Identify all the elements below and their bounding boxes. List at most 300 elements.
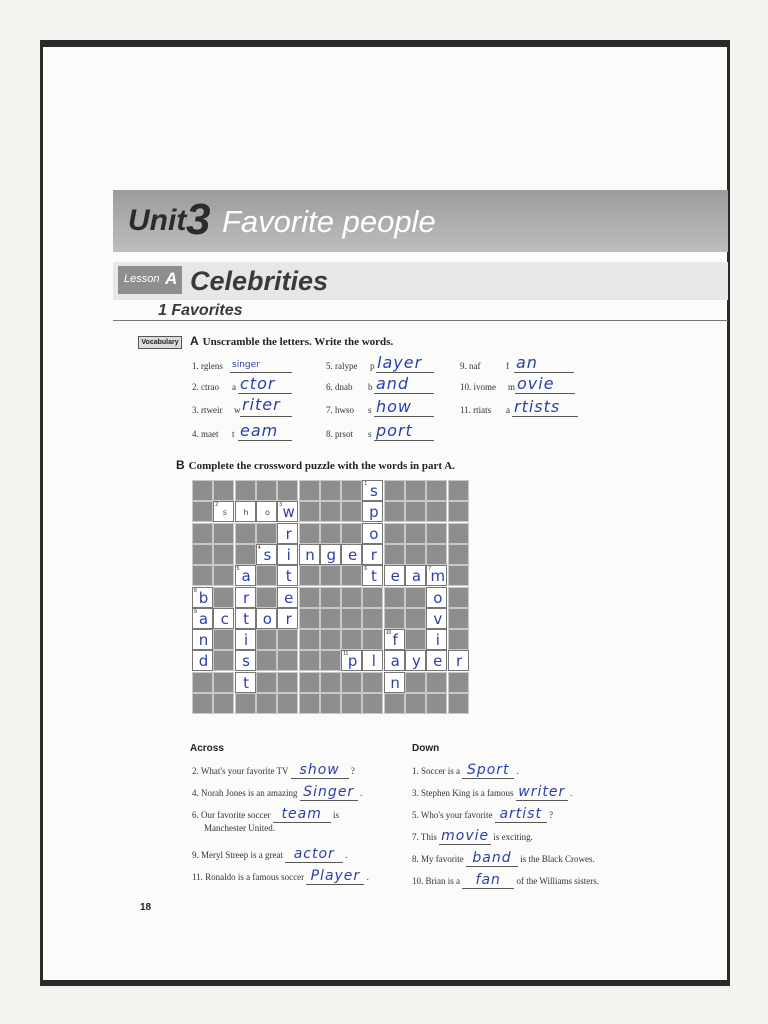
cell-letter: t bbox=[285, 567, 292, 586]
clue-answer-handwritten: artist bbox=[495, 806, 547, 823]
page-number: 18 bbox=[140, 902, 152, 913]
cell-letter: w bbox=[282, 503, 295, 522]
crossword-blank-cell bbox=[192, 544, 213, 565]
scan-edge-bottom bbox=[40, 980, 730, 986]
crossword-blank-cell bbox=[192, 565, 213, 586]
answer-handwritten: riter bbox=[242, 395, 281, 414]
answer-handwritten: and bbox=[376, 374, 410, 393]
crossword-blank-cell bbox=[448, 587, 469, 608]
answer-prefix: s bbox=[368, 405, 372, 415]
cell-letter: g bbox=[326, 545, 337, 564]
lesson-title: Celebrities bbox=[190, 266, 329, 296]
clue-answer-handwritten: writer bbox=[516, 784, 568, 801]
scrambled-word: 1. rglens bbox=[192, 361, 223, 371]
cell-letter: i bbox=[244, 631, 249, 650]
crossword-blank-cell bbox=[299, 629, 320, 650]
crossword-blank-cell bbox=[277, 693, 298, 714]
crossword-blank-cell bbox=[235, 480, 256, 501]
crossword-blank-cell bbox=[426, 693, 447, 714]
cell-letter: e bbox=[433, 652, 443, 671]
crossword-blank-cell bbox=[256, 629, 277, 650]
clue-text-after: . bbox=[567, 788, 573, 798]
crossword-blank-cell bbox=[448, 608, 469, 629]
lesson-letter: A bbox=[165, 269, 178, 288]
unscramble-item bbox=[326, 353, 423, 372]
cell-number: 9 bbox=[194, 608, 197, 615]
crossword-blank-cell bbox=[384, 544, 405, 565]
part-a-instruction bbox=[190, 334, 393, 348]
section-title: 1 Favorites bbox=[158, 302, 243, 319]
scrambled-word: 11. rtiats bbox=[460, 405, 492, 415]
cell-letter: r bbox=[285, 524, 292, 543]
clue-item bbox=[192, 868, 369, 885]
crossword-cell bbox=[235, 501, 256, 522]
cell-letter: n bbox=[390, 673, 400, 692]
clue-text: Norah Jones is an amazing bbox=[201, 788, 300, 798]
unscramble-item bbox=[192, 421, 279, 440]
clue-number: 4. bbox=[192, 788, 201, 798]
crossword-blank-cell bbox=[299, 672, 320, 693]
answer-line bbox=[374, 440, 434, 441]
scrambled-word: 8. prsot bbox=[326, 429, 353, 439]
crossword-cell bbox=[192, 587, 213, 608]
cell-number: 6 bbox=[364, 566, 368, 573]
answer-prefix: t bbox=[232, 429, 235, 439]
clue-number: 11. bbox=[192, 872, 206, 882]
crossword-blank-cell bbox=[213, 693, 234, 714]
cell-letter: m bbox=[430, 567, 446, 586]
crossword-blank-cell bbox=[256, 523, 277, 544]
lesson-label: Lesson bbox=[124, 273, 160, 285]
unit-number: 3 bbox=[186, 195, 211, 244]
clue-item bbox=[412, 872, 599, 889]
crossword-blank-cell bbox=[320, 650, 341, 671]
crossword-cell bbox=[213, 501, 234, 522]
cell-letter: r bbox=[456, 652, 463, 671]
cell-letter: r bbox=[285, 609, 292, 628]
clue-answer-handwritten: Player bbox=[306, 868, 364, 885]
clue-text: Ronaldo is a famous soccer bbox=[205, 872, 307, 882]
crossword-cell bbox=[256, 501, 277, 522]
crossword-blank-cell bbox=[277, 629, 298, 650]
scan-edge-top bbox=[40, 40, 730, 47]
crossword-blank-cell bbox=[426, 523, 447, 544]
crossword-blank-cell bbox=[235, 693, 256, 714]
crossword-blank-cell bbox=[341, 565, 362, 586]
clue-text: Our favorite soccer bbox=[201, 810, 273, 820]
cell-number: 1 bbox=[364, 481, 368, 487]
crossword-blank-cell bbox=[256, 480, 277, 501]
answer-handwritten: ctor bbox=[240, 374, 276, 393]
crossword-cell bbox=[362, 650, 383, 671]
crossword-blank-cell bbox=[341, 629, 362, 650]
crossword-blank-cell bbox=[384, 608, 405, 629]
answer-handwritten: ovie bbox=[517, 374, 555, 393]
cell-number: 8 bbox=[194, 587, 197, 594]
crossword-blank-cell bbox=[341, 480, 362, 501]
cell-letter: a bbox=[411, 567, 422, 586]
cell-letter: t bbox=[370, 567, 377, 586]
crossword-blank-cell bbox=[448, 629, 469, 650]
cell-number: 2 bbox=[215, 502, 219, 509]
cell-letter: o bbox=[264, 508, 270, 518]
cell-letter: s bbox=[242, 652, 250, 671]
cell-number: 10 bbox=[385, 630, 392, 637]
crossword-blank-cell bbox=[277, 672, 298, 693]
unscramble-item bbox=[192, 395, 281, 415]
cell-letter: v bbox=[433, 609, 443, 628]
crossword-cell bbox=[235, 587, 256, 608]
crossword-cell bbox=[426, 608, 447, 629]
crossword-cell bbox=[362, 565, 383, 586]
crossword-blank-cell bbox=[405, 629, 426, 650]
answer-line bbox=[230, 372, 292, 373]
cell-number: 4 bbox=[257, 544, 261, 551]
clue-text-after: is the Black Crowes. bbox=[518, 854, 595, 864]
cell-number: 3 bbox=[279, 502, 282, 509]
scrambled-word: 7. hwso bbox=[326, 405, 355, 415]
down-heading: Down bbox=[412, 743, 440, 754]
crossword-cell bbox=[362, 544, 383, 565]
answer-line bbox=[374, 393, 434, 394]
crossword-cell bbox=[192, 608, 213, 629]
crossword-cell bbox=[341, 650, 362, 671]
part-b-letter: B bbox=[176, 458, 185, 472]
crossword-blank-cell bbox=[320, 480, 341, 501]
crossword-blank-cell bbox=[320, 608, 341, 629]
clue-answer-handwritten: fan bbox=[462, 872, 514, 889]
crossword-cell bbox=[235, 629, 256, 650]
crossword-blank-cell bbox=[426, 544, 447, 565]
crossword-blank-cell bbox=[299, 693, 320, 714]
unscramble-item bbox=[460, 374, 555, 393]
clue-text: Stephen King is a famous bbox=[421, 788, 516, 798]
crossword-blank-cell bbox=[341, 523, 362, 544]
clue-answer-handwritten: team bbox=[273, 806, 331, 823]
clue-text-after: ? bbox=[348, 766, 355, 776]
crossword-cell bbox=[362, 523, 383, 544]
cell-letter: s bbox=[222, 508, 227, 518]
crossword-blank-cell bbox=[320, 523, 341, 544]
crossword-blank-cell bbox=[213, 650, 234, 671]
crossword-blank-cell bbox=[341, 608, 362, 629]
part-b-instruction-text: Complete the crossword puzzle with the words in part A. bbox=[188, 460, 455, 472]
crossword-cell bbox=[362, 501, 383, 522]
cell-letter: d bbox=[198, 652, 209, 671]
crossword-blank-cell bbox=[256, 565, 277, 586]
cell-letter: y bbox=[412, 652, 421, 671]
crossword-blank-cell bbox=[405, 544, 426, 565]
crossword-blank-cell bbox=[256, 693, 277, 714]
crossword-blank-cell bbox=[256, 672, 277, 693]
crossword-blank-cell bbox=[256, 587, 277, 608]
crossword-blank-cell bbox=[405, 587, 426, 608]
unit-label: Unit bbox=[128, 204, 187, 237]
crossword-cell bbox=[426, 629, 447, 650]
answer-line bbox=[374, 416, 434, 417]
clue-number: 9. bbox=[192, 850, 201, 860]
clue-answer-handwritten: Sport bbox=[462, 762, 514, 779]
crossword-cell bbox=[341, 544, 362, 565]
crossword-blank-cell bbox=[299, 587, 320, 608]
crossword-blank-cell bbox=[362, 629, 383, 650]
cell-letter: p bbox=[347, 652, 358, 671]
crossword-cell bbox=[384, 672, 405, 693]
unscramble-item bbox=[460, 353, 538, 372]
clue-text-after: ? bbox=[546, 810, 553, 820]
answer-line bbox=[238, 440, 292, 441]
crossword-blank-cell bbox=[299, 480, 320, 501]
unscramble-item bbox=[192, 360, 260, 371]
clue-text: What's your favorite TV bbox=[200, 766, 291, 776]
crossword-blank-cell bbox=[405, 608, 426, 629]
clue-text: Meryl Streep is a great bbox=[201, 850, 286, 860]
crossword-blank-cell bbox=[299, 608, 320, 629]
part-b-instruction bbox=[176, 458, 455, 472]
scrambled-word: 10. ivome bbox=[460, 382, 496, 392]
crossword-blank-cell bbox=[426, 672, 447, 693]
crossword-blank-cell bbox=[448, 523, 469, 544]
clue-text-after: . bbox=[514, 766, 519, 776]
clue-text-after: is exciting. bbox=[491, 832, 533, 842]
unscramble-item bbox=[192, 374, 276, 393]
crossword-cell bbox=[235, 608, 256, 629]
answer-line bbox=[238, 393, 292, 394]
clue-number: 1. bbox=[412, 766, 421, 776]
scrambled-word: 5. ralype bbox=[326, 361, 358, 371]
unscramble-item bbox=[326, 374, 410, 393]
clue-answer-handwritten: Singer bbox=[300, 784, 358, 801]
answer-prefix: f bbox=[506, 361, 509, 371]
crossword-cell bbox=[320, 544, 341, 565]
scrambled-word: 9. naf bbox=[460, 361, 481, 371]
scrambled-word: 4. maet bbox=[192, 429, 219, 439]
clue-text-after: . bbox=[364, 872, 369, 882]
part-a-letter: A bbox=[190, 334, 199, 348]
clue-answer-handwritten: band bbox=[466, 850, 518, 867]
cell-letter: b bbox=[198, 588, 209, 607]
crossword-blank-cell bbox=[213, 587, 234, 608]
cell-letter: o bbox=[369, 524, 379, 543]
crossword-blank-cell bbox=[277, 480, 298, 501]
crossword-cell bbox=[426, 587, 447, 608]
crossword-blank-cell bbox=[405, 672, 426, 693]
clue-number: 2. bbox=[192, 766, 201, 776]
crossword-blank-cell bbox=[448, 480, 469, 501]
answer-handwritten: layer bbox=[377, 353, 423, 372]
scrambled-word: 3. rtweir bbox=[192, 405, 223, 415]
clue-text: Who's your favorite bbox=[420, 810, 495, 820]
crossword-blank-cell bbox=[213, 544, 234, 565]
clue-text: This bbox=[420, 832, 440, 842]
cell-letter: i bbox=[286, 545, 291, 564]
crossword-blank-cell bbox=[213, 480, 234, 501]
answer-prefix: a bbox=[232, 382, 236, 392]
crossword-cell bbox=[277, 544, 298, 565]
crossword-blank-cell bbox=[213, 629, 234, 650]
crossword-cell bbox=[235, 565, 256, 586]
crossword-blank-cell bbox=[192, 480, 213, 501]
cell-letter: r bbox=[243, 588, 250, 607]
crossword-blank-cell bbox=[362, 693, 383, 714]
crossword-blank-cell bbox=[235, 523, 256, 544]
clue-text: My favorite bbox=[421, 854, 466, 864]
crossword-blank-cell bbox=[299, 650, 320, 671]
crossword-blank-cell bbox=[341, 501, 362, 522]
crossword-cell bbox=[426, 650, 447, 671]
clue-text: Soccer is a bbox=[421, 766, 463, 776]
clue-number: 7. bbox=[412, 832, 421, 842]
crossword-cell bbox=[384, 650, 405, 671]
clue-text-after: of the Williams sisters. bbox=[514, 876, 599, 886]
cell-letter: e bbox=[347, 545, 358, 564]
crossword-blank-cell bbox=[341, 672, 362, 693]
clue-text: Brian is a bbox=[425, 876, 463, 886]
clue-item bbox=[412, 784, 572, 801]
across-heading: Across bbox=[190, 743, 224, 754]
crossword-blank-cell bbox=[213, 565, 234, 586]
unscramble-item bbox=[326, 421, 413, 440]
clue-number: 6. bbox=[192, 810, 201, 820]
crossword-cell bbox=[235, 650, 256, 671]
crossword-blank-cell bbox=[426, 501, 447, 522]
clue-text-after: is bbox=[330, 810, 339, 820]
clue-number: 8. bbox=[412, 854, 421, 864]
unscramble-item bbox=[460, 397, 561, 416]
crossword-cell bbox=[277, 523, 298, 544]
cell-letter: f bbox=[392, 631, 398, 650]
crossword-blank-cell bbox=[320, 693, 341, 714]
crossword-cell bbox=[426, 565, 447, 586]
crossword-blank-cell bbox=[320, 672, 341, 693]
cell-number: 5 bbox=[236, 566, 240, 573]
crossword-blank-cell bbox=[448, 565, 469, 586]
answer-line bbox=[240, 416, 292, 417]
crossword-cell bbox=[384, 565, 405, 586]
crossword-cell bbox=[277, 587, 298, 608]
cell-letter: p bbox=[369, 503, 379, 522]
answer-handwritten: how bbox=[376, 397, 413, 416]
crossword-cell bbox=[213, 608, 234, 629]
cell-letter: i bbox=[435, 631, 440, 650]
clue-text-after: . bbox=[357, 788, 363, 798]
answer-handwritten: singer bbox=[232, 360, 260, 370]
answer-line bbox=[376, 372, 434, 373]
unit-title: Favorite people bbox=[222, 204, 436, 239]
crossword-blank-cell bbox=[299, 523, 320, 544]
crossword-blank-cell bbox=[384, 480, 405, 501]
cell-letter: o bbox=[433, 588, 443, 607]
crossword-blank-cell bbox=[405, 523, 426, 544]
clue-answer-handwritten: actor bbox=[285, 846, 343, 863]
cell-letter: s bbox=[263, 545, 272, 564]
answer-handwritten: eam bbox=[240, 421, 279, 440]
crossword-cell bbox=[384, 629, 405, 650]
crossword-cell bbox=[192, 629, 213, 650]
crossword-blank-cell bbox=[341, 587, 362, 608]
crossword-cell bbox=[405, 565, 426, 586]
crossword-blank-cell bbox=[448, 544, 469, 565]
clue-number: 5. bbox=[412, 810, 421, 820]
cell-letter: a bbox=[198, 609, 209, 628]
crossword-blank-cell bbox=[320, 501, 341, 522]
clue-number: 10. bbox=[412, 876, 426, 886]
cell-number: 7 bbox=[428, 566, 432, 573]
cell-letter: c bbox=[220, 609, 229, 628]
clue-answer-handwritten: show bbox=[291, 762, 349, 779]
clue-answer-handwritten: movie bbox=[441, 828, 490, 844]
cell-letter: n bbox=[198, 631, 209, 650]
crossword-cell bbox=[277, 501, 298, 522]
answer-prefix: a bbox=[506, 405, 510, 415]
crossword-blank-cell bbox=[448, 693, 469, 714]
crossword-blank-cell bbox=[299, 501, 320, 522]
cell-letter: t bbox=[243, 673, 250, 692]
crossword-blank-cell bbox=[405, 693, 426, 714]
cell-letter: o bbox=[262, 609, 272, 628]
crossword-blank-cell bbox=[192, 693, 213, 714]
clue-item bbox=[192, 846, 348, 863]
clue-item bbox=[192, 806, 339, 833]
crossword-cell bbox=[192, 650, 213, 671]
crossword-cell bbox=[299, 544, 320, 565]
cell-letter: l bbox=[371, 652, 376, 671]
cell-letter: a bbox=[390, 652, 400, 671]
crossword-blank-cell bbox=[426, 480, 447, 501]
crossword-blank-cell bbox=[405, 480, 426, 501]
answer-prefix: b bbox=[368, 382, 373, 392]
crossword-blank-cell bbox=[448, 501, 469, 522]
clue-item bbox=[192, 784, 362, 801]
answer-prefix: s bbox=[368, 429, 372, 439]
crossword-blank-cell bbox=[341, 693, 362, 714]
cell-letter: r bbox=[370, 545, 377, 564]
crossword-cell bbox=[277, 608, 298, 629]
clue-item bbox=[412, 828, 533, 845]
clue-item bbox=[412, 850, 595, 867]
crossword-blank-cell bbox=[448, 672, 469, 693]
crossword-blank-cell bbox=[384, 523, 405, 544]
vocabulary-badge: Vocabulary bbox=[138, 336, 182, 349]
cell-letter: h bbox=[243, 508, 249, 518]
cell-number: 11 bbox=[343, 651, 349, 658]
cell-letter: n bbox=[305, 545, 315, 564]
crossword-blank-cell bbox=[256, 650, 277, 671]
scrambled-word: 2. ctrao bbox=[192, 382, 219, 392]
answer-line bbox=[515, 393, 575, 394]
clue-text-line2: Manchester United. bbox=[204, 823, 275, 833]
clue-item bbox=[412, 806, 553, 823]
crossword-blank-cell bbox=[192, 501, 213, 522]
crossword-blank-cell bbox=[299, 565, 320, 586]
crossword-blank-cell bbox=[192, 672, 213, 693]
answer-handwritten: rtists bbox=[514, 397, 561, 416]
crossword-cell bbox=[235, 672, 256, 693]
answer-prefix: p bbox=[370, 361, 375, 371]
crossword-blank-cell bbox=[362, 587, 383, 608]
crossword-cell bbox=[405, 650, 426, 671]
unscramble-item bbox=[326, 397, 413, 416]
crossword-blank-cell bbox=[320, 629, 341, 650]
cell-letter: s bbox=[369, 482, 378, 500]
crossword-blank-cell bbox=[362, 608, 383, 629]
crossword-cell bbox=[448, 650, 469, 671]
crossword-blank-cell bbox=[384, 693, 405, 714]
crossword-cell bbox=[362, 480, 383, 501]
crossword-blank-cell bbox=[320, 565, 341, 586]
cell-letter: a bbox=[241, 567, 251, 586]
crossword-blank-cell bbox=[192, 523, 213, 544]
